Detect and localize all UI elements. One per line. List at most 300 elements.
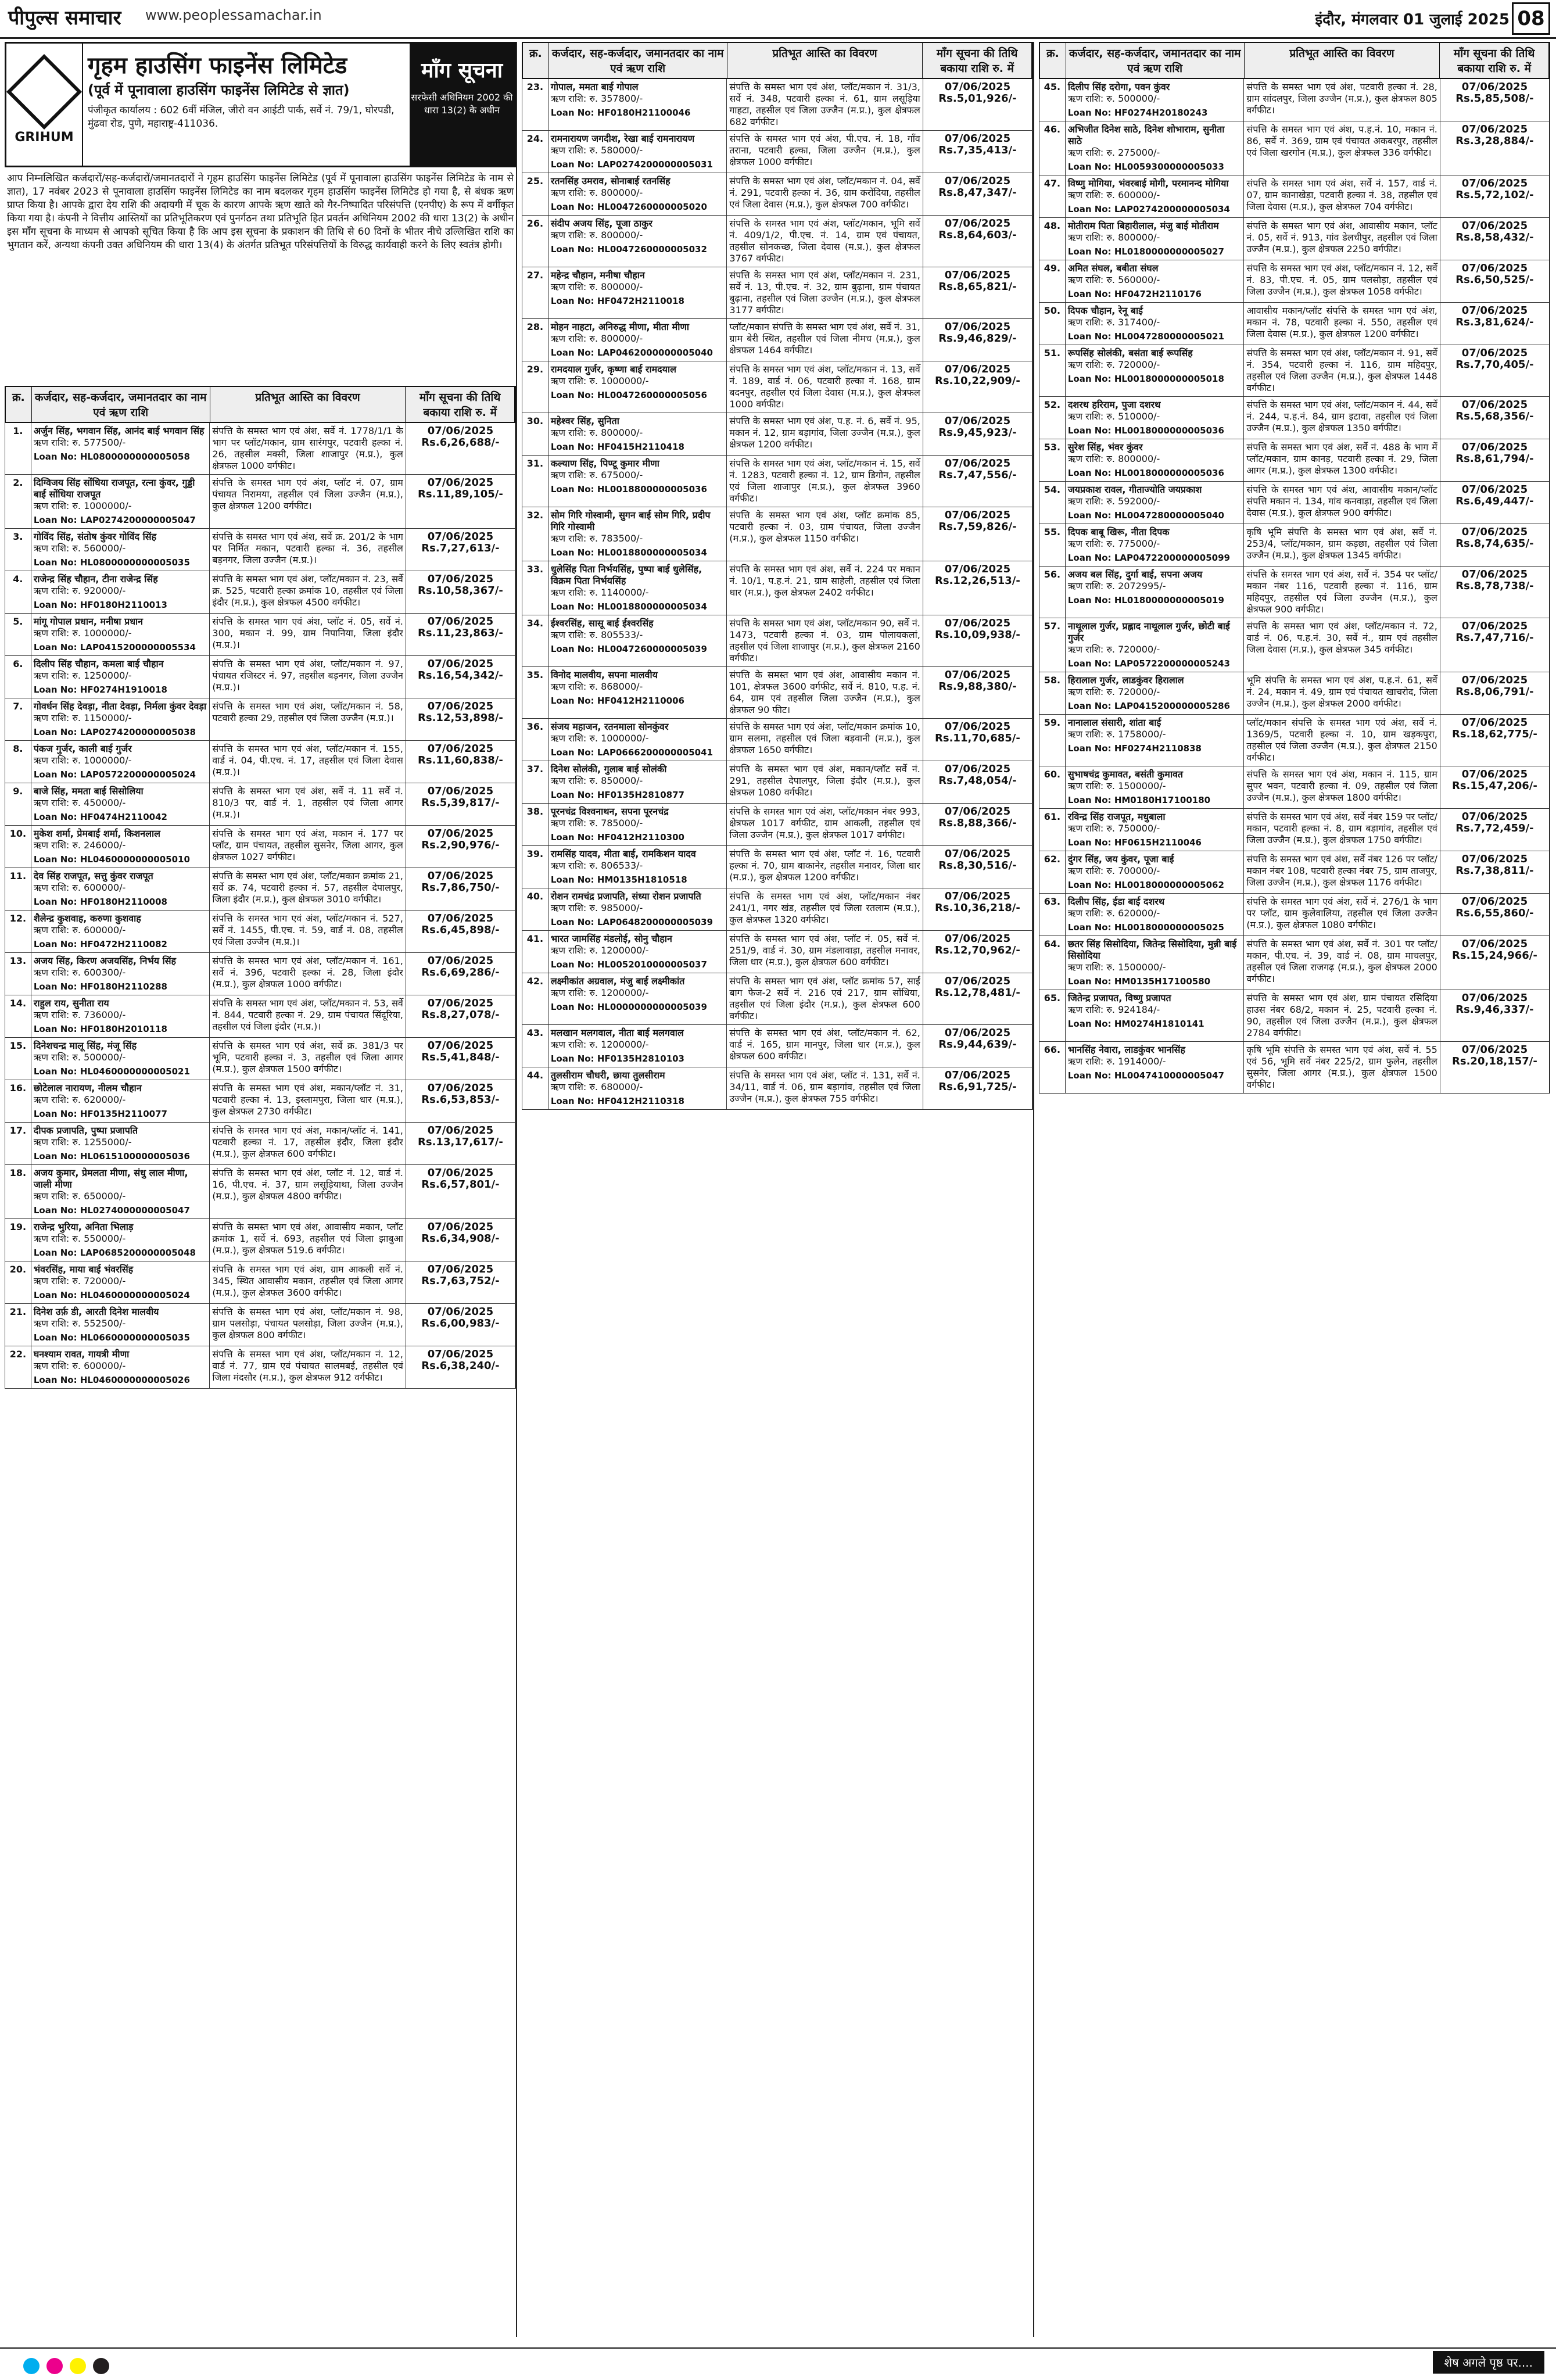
demand-cell <box>923 456 1032 507</box>
loan-number: Loan No: LAP0572200000005024 <box>33 769 196 780</box>
loan-number-label: Loan No <box>1067 743 1108 754</box>
loan-amount: ऋण राशि: रु. 600000/- <box>33 882 126 893</box>
borrower-names: अजय सिंह, किरण अजयसिंह, निर्भय सिंह <box>33 955 177 966</box>
borrower-names: देव सिंह राजपूत, सत्तु कुंवर राजपूत <box>33 870 153 881</box>
property-description: संपत्ति के समस्त भाग एवं अंश, मकान नं. 115, ग्राम सुपर भवन, पटवारी हल्का नं. 09, तहसील एवं जिला उज्जैन (म.प्र.), कुल क्षेत्रफल 1800 वर्गफीट। <box>1244 766 1440 808</box>
loan-amount: ऋण राशि: रु. 577500/- <box>33 437 126 448</box>
loan-amount-label: ऋण राशि <box>33 1052 66 1063</box>
loan-number: Loan No: HF0180H2010118 <box>33 1024 167 1034</box>
outstanding-amount: Rs.7,48,054/- <box>938 775 1017 787</box>
loan-amount: ऋण राशि: रु. 1000000/- <box>550 733 649 744</box>
demand-date: 07/06/2025 <box>1461 853 1528 865</box>
loan-amount-label: ऋण राशि <box>550 587 583 598</box>
issue-date: इंदौर, मंगलवार 01 जुलाई 2025 <box>1315 11 1510 28</box>
loan-number-value: HL0018000000005025 <box>1114 922 1224 933</box>
loan-amount-value: रु. 785000/- <box>589 818 643 829</box>
borrower-names: सोम गिरि गोस्वामी, सुगन बाई सोम गिरि, प्रदीप गिरि गोस्वामी <box>550 510 711 532</box>
loan-amount-label: ऋण राशि <box>1067 274 1100 285</box>
loan-amount: ऋण राशि: रु. 868000/- <box>550 681 643 692</box>
loan-amount-label: ऋण राशि <box>1067 317 1100 328</box>
borrower-cell <box>1066 990 1245 1041</box>
property-description: संपत्ति के समस्त भाग एवं अंश, प्लॉट/मकान नं. 91, सर्वे नं. 354, पटवारी हल्का नं. 116, ग्राम महिदपुर, तहसील एवं जिला उज्जैन (म.प्र.), कुल क्षेत्रफल 1448 वर्गफीट। <box>1244 345 1440 396</box>
loan-amount-label: ऋण राशि <box>1067 411 1100 422</box>
property-description: संपत्ति के समस्त भाग एवं अंश, सर्वे नं. 157, वार्ड नं. 07, ग्राम कानाखेड़ा, पटवारी हल्का नं. 38, तहसील एवं जिला देवास (म.प्र.), कुल क्षेत्रफल 704 वर्गफीट। <box>1244 175 1440 217</box>
loan-number-label: Loan No <box>33 642 74 653</box>
loan-number-label: Loan No <box>1067 510 1108 521</box>
demand-date: 07/06/2025 <box>944 975 1011 987</box>
demand-cell <box>923 719 1032 761</box>
table-row <box>5 1261 516 1304</box>
demand-date: 07/06/2025 <box>944 933 1011 945</box>
borrower-cell <box>31 1080 210 1122</box>
newspaper-url[interactable]: www.peoplessamachar.in <box>145 7 322 23</box>
loan-amount-value: रु. 592000/- <box>1106 496 1160 507</box>
company-address: पंजीकृत कार्यालय : 602 6वीं मंजिल, जीरो वन आईटी पार्क, सर्वे नं. 79/1, घोरपडी, मुंढवा रोड, पुणे, महाराष्ट्र-411036. <box>88 105 395 130</box>
loan-number: Loan No: HL0018000000005036 <box>1067 425 1224 436</box>
loan-number-value: LAP0685200000005048 <box>80 1248 196 1258</box>
table-row <box>1039 218 1550 260</box>
row-number: 60. <box>1039 766 1066 808</box>
table-row <box>522 361 1033 413</box>
header-no: क्र. <box>6 387 32 422</box>
table-row <box>1039 524 1550 567</box>
loan-number-value: HF0180H2110008 <box>80 897 167 907</box>
borrower-names: गोविंद सिंह, संतोष कुंवर गोविंद सिंह <box>33 531 157 542</box>
demand-cell <box>923 173 1032 215</box>
row-number: 59. <box>1039 715 1066 766</box>
loan-number: Loan No: HL0000000000005039 <box>550 1002 707 1012</box>
borrower-cell <box>548 507 727 561</box>
loan-number-label: Loan No <box>550 484 591 494</box>
table-row <box>522 846 1033 888</box>
property-description: आवासीय मकान/प्लॉट संपत्ति के समस्त भाग एवं अंश, मकान नं. 78, पटवारी हल्का नं. 550, तहसील एवं जिला देवास (म.प्र.), कुल क्षेत्रफल 1200 वर्गफीट। <box>1244 303 1440 345</box>
loan-number-value: HF0180H2110013 <box>80 600 167 610</box>
borrower-names: रतनसिंह उमराव, सोनाबाई रतनसिंह <box>550 175 671 187</box>
row-number: 58. <box>1039 672 1066 714</box>
table-row <box>1039 345 1550 397</box>
demand-date: 07/06/2025 <box>427 1082 494 1094</box>
demand-date: 07/06/2025 <box>1461 262 1528 274</box>
outstanding-amount: Rs.8,64,603/- <box>938 229 1017 241</box>
loan-amount-value: रु. 680000/- <box>589 1081 643 1092</box>
loan-number: Loan No: LAP0274200000005038 <box>33 727 196 737</box>
demand-cell <box>923 1025 1032 1067</box>
table-row <box>1039 672 1550 715</box>
outstanding-amount: Rs.9,45,923/- <box>938 426 1017 439</box>
company-logo <box>6 44 83 166</box>
demand-cell <box>1440 672 1550 714</box>
borrower-cell <box>1066 618 1245 672</box>
row-number: 10. <box>5 826 31 868</box>
borrower-names: तुलसीराम चौधरी, छाया तुलसीराम <box>550 1070 665 1081</box>
loan-amount-value: रु. 317400/- <box>1106 317 1160 328</box>
loan-amount-label: ऋण राशि <box>1067 538 1100 549</box>
loan-number: Loan No: HL0274000000005047 <box>33 1205 190 1216</box>
borrower-cell <box>1066 482 1245 524</box>
continued-note: शेष अगले पृष्ठ पर.... <box>1433 2351 1544 2374</box>
loan-amount-label: ऋण राशि <box>1067 780 1100 791</box>
borrower-cell <box>548 888 727 930</box>
demand-cell <box>923 846 1032 888</box>
row-number: 41. <box>522 931 548 973</box>
borrower-cell <box>548 931 727 973</box>
loan-amount: ऋण राशि: रु. 1250000/- <box>33 670 132 681</box>
loan-amount-label: ऋण राशि <box>33 585 66 596</box>
property-description: संपत्ति के समस्त भाग एवं अंश, सर्वे नंबर 159 पर प्लॉट/मकान, पटवारी हल्का नं. 8, ग्राम बड़ागांव, तहसील एवं जिला उज्जैन (म.प्र.), कुल क्षेत्रफल 1750 वर्गफीट। <box>1244 809 1440 851</box>
property-description: संपत्ति के समस्त भाग एवं अंश, प्लॉट/मकान नंबर 241/1, नगर खंड, तहसील एवं जिला रतलाम (म.प्र.), कुल क्षेत्रफल 1320 वर्गफीट। <box>727 888 923 930</box>
row-number: 14. <box>5 995 31 1037</box>
borrower-cell <box>31 1304 210 1346</box>
loan-amount-label: ऋण राशि <box>1067 1004 1100 1015</box>
borrower-cell <box>31 614 210 655</box>
row-number: 22. <box>5 1346 31 1388</box>
row-number: 54. <box>1039 482 1066 524</box>
loan-number-label: Loan No <box>33 451 74 462</box>
loan-amount: ऋण राशि: रु. 806533/- <box>550 860 643 871</box>
property-description: संपत्ति के समस्त भाग एवं अंश, प्लॉट/मकान नंबर 993, क्षेत्रफल 1017 वर्गफीट, ग्राम आकली, तहसील एवं जिला उज्जैन (म.प्र.), कुल क्षेत्रफल 1017 वर्गफीट। <box>727 804 923 845</box>
loan-amount-label: ऋण राशि <box>33 1094 66 1105</box>
loan-amount-label: ऋण राशि <box>1067 189 1100 200</box>
table-row <box>5 1165 516 1219</box>
loan-number-value: HL0047260000005032 <box>597 244 707 255</box>
loan-amount: ऋण राशि: रु. 920000/- <box>33 585 126 596</box>
outstanding-amount: Rs.9,88,380/- <box>938 680 1017 693</box>
outstanding-amount: Rs.8,65,821/- <box>938 281 1017 293</box>
demand-date: 07/06/2025 <box>1461 1044 1528 1056</box>
demand-date: 07/06/2025 <box>1461 811 1528 823</box>
row-number: 64. <box>1039 936 1066 990</box>
loan-amount-value: रु. 600000/- <box>72 1360 126 1371</box>
loan-amount-label: ऋण राशि <box>1067 644 1100 655</box>
demand-cell <box>406 1165 515 1218</box>
loan-number: Loan No: HL0047280000005040 <box>1067 510 1224 521</box>
loan-number: Loan No: HF0274H2110838 <box>1067 743 1202 754</box>
demand-cell <box>923 507 1032 561</box>
outstanding-amount: Rs.8,30,516/- <box>938 859 1017 872</box>
outstanding-amount: Rs.5,39,817/- <box>421 797 500 809</box>
loan-number: Loan No: HF0415H2110418 <box>550 442 684 452</box>
loan-amount: ऋण राशि: रु. 720000/- <box>1067 644 1160 655</box>
loan-amount-value: रु. 736000/- <box>72 1009 126 1020</box>
row-number: 39. <box>522 846 548 888</box>
property-description: संपत्ति के समस्त भाग एवं अंश, मकान/प्लॉट नं. 141, पटवारी हल्का नं. 17, तहसील इंदौर, जिला इंदौर (म.प्र.), कुल क्षेत्रफल 600 वर्गफीट। <box>210 1123 406 1164</box>
loan-amount-value: रु. 800000/- <box>589 427 643 438</box>
property-description: संपत्ति के समस्त भाग एवं अंश, पी.एच. नं. 18, गाँव तराना, पटवारी हल्का, जिला उज्जैन (म.प्र.), कुल क्षेत्रफल 1000 वर्गफीट। <box>727 131 923 173</box>
outstanding-amount: Rs.11,23,863/- <box>418 627 503 639</box>
row-number: 5. <box>5 614 31 655</box>
table-row <box>1039 766 1550 809</box>
loan-amount: ऋण राशि: रु. 1000000/- <box>33 500 132 511</box>
loan-number-label: Loan No <box>33 727 74 737</box>
loan-amount-value: रु. 1200000/- <box>589 1039 649 1050</box>
demand-cell <box>1440 175 1550 217</box>
borrower-cell <box>31 475 210 528</box>
property-description: संपत्ति के समस्त भाग एवं अंश, प्लॉट/मकान नं. 15, सर्वे नं. 1283, पटवारी हल्का नं. 12, ग्राम डिगोन, तहसील एवं जिला शाजापुर (म.प्र.), कुल क्षेत्रफल 3960 वर्गफीट। <box>727 456 923 507</box>
loan-amount-value: रु. 1500000/- <box>1106 780 1166 791</box>
loan-amount-label: ऋण राशि <box>550 281 583 292</box>
outstanding-amount: Rs.6,69,286/- <box>421 966 500 978</box>
borrower-cell <box>1066 936 1245 990</box>
outstanding-amount: Rs.6,00,983/- <box>421 1317 500 1329</box>
demand-date: 07/06/2025 <box>427 1124 494 1137</box>
borrower-cell <box>548 1067 727 1109</box>
loan-amount: ऋण राशि: रु. 600000/- <box>1067 189 1160 200</box>
row-number: 8. <box>5 741 31 783</box>
loan-number: Loan No: HL0047410000005047 <box>1067 1070 1224 1081</box>
demand-date: 07/06/2025 <box>1461 992 1528 1004</box>
table-row <box>1039 482 1550 524</box>
outstanding-amount: Rs.20,18,157/- <box>1452 1055 1537 1067</box>
borrower-cell <box>1066 260 1245 302</box>
loan-number-value: HL0047260000005020 <box>597 202 707 212</box>
loan-number-value: LAP0462000000005040 <box>597 347 713 358</box>
loan-amount-label: ऋण राशि <box>1067 580 1100 592</box>
loan-number: Loan No: HF0615H2110046 <box>1067 837 1202 848</box>
table-row <box>522 507 1033 561</box>
borrower-cell <box>1066 715 1245 766</box>
table-row <box>1039 894 1550 936</box>
loan-amount: ऋण राशि: रु. 1255000/- <box>33 1137 132 1148</box>
loan-number: Loan No: HF0180H21100046 <box>550 107 691 118</box>
demand-date: 07/06/2025 <box>427 997 494 1009</box>
header-no: क्र. <box>523 43 549 78</box>
newspaper-brand: पीपुल्स समाचार <box>8 6 121 30</box>
loan-amount-value: रु. 500000/- <box>1106 93 1160 104</box>
notice-title: माँग सूचना <box>421 59 503 83</box>
loan-number-value: HL0800000000005035 <box>80 557 190 568</box>
row-number: 7. <box>5 698 31 740</box>
loan-number: Loan No: HF0472H2110082 <box>33 939 167 949</box>
borrower-cell <box>548 267 727 318</box>
row-number: 45. <box>1039 79 1066 121</box>
demand-date: 07/06/2025 <box>944 321 1011 333</box>
loan-number-label: Loan No <box>33 1375 74 1385</box>
table-row <box>1039 79 1550 121</box>
demand-cell <box>923 804 1032 845</box>
borrower-names: दिलीप सिंह, ईडा बाई दशरथ <box>1067 896 1165 907</box>
table-row <box>1039 397 1550 439</box>
loan-amount: ऋण राशि: रु. 805533/- <box>550 629 643 640</box>
row-number: 27. <box>522 267 548 318</box>
property-description: संपत्ति के समस्त भाग एवं अंश, प्लॉट/मकान नं. 527, सर्वे नं. 1455, पी.एच. नं. 59, वार्ड नं. 08, तहसील एवं जिला उज्जैन (म.प्र.)। <box>210 911 406 952</box>
loan-amount-value: रु. 805533/- <box>589 629 643 640</box>
borrower-names: रविन्द्र सिंह राजपूत, मधुबाला <box>1067 811 1166 822</box>
table-row <box>1039 303 1550 345</box>
borrower-names: भारत जामसिंह मंडलोई, सोनु चौहान <box>550 933 672 944</box>
outstanding-amount: Rs.11,60,838/- <box>418 754 503 766</box>
notice-banner <box>5 42 516 167</box>
borrower-cell <box>1066 303 1245 345</box>
demand-cell <box>923 1067 1032 1109</box>
row-number: 31. <box>522 456 548 507</box>
table-row <box>5 656 516 698</box>
borrower-names: अजय कुमार, प्रेमलता मीणा, संधु लाल मीणा, जाली मीणा <box>33 1167 188 1190</box>
demand-date: 07/06/2025 <box>427 827 494 840</box>
demand-cell <box>923 931 1032 973</box>
outstanding-amount: Rs.7,35,413/- <box>938 144 1017 156</box>
loan-number: Loan No: HL0018800000005034 <box>550 601 707 612</box>
property-description: संपत्ति के समस्त भाग एवं अंश, मकान नं. 177 पर प्लॉट, ग्राम पंचायत, तहसील सुसनेर, जिला आगर, कुल क्षेत्रफल 1027 वर्गफीट। <box>210 826 406 868</box>
loan-number: Loan No: LAP0415200000005534 <box>33 642 196 653</box>
column-1 <box>5 42 517 2337</box>
loan-amount-label: ऋण राशि <box>33 1233 66 1244</box>
loan-amount-value: रु. 985000/- <box>589 902 643 913</box>
borrower-names: भानसिंह नेवारा, लाडकुंवर भानसिंह <box>1067 1044 1185 1055</box>
table-row <box>1039 439 1550 482</box>
demand-cell <box>923 561 1032 615</box>
borrower-cell <box>548 456 727 507</box>
loan-amount: ऋण राशि: रु. 924184/- <box>1067 1004 1160 1015</box>
loan-amount-label: ऋण राशि <box>550 230 583 241</box>
header-borrower: कर्जदार, सह-कर्जदार, जमानतदार का नाम एवं ऋण राशि <box>549 43 727 78</box>
demand-date: 07/06/2025 <box>427 1263 494 1275</box>
loan-amount-label: ऋण राशि <box>33 500 66 511</box>
loan-amount-value: रु. 275000/- <box>1106 147 1160 158</box>
demand-date: 07/06/2025 <box>944 1027 1011 1039</box>
borrower-names: दिग्विजय सिंह सोंधिया राजपूत, रत्ना कुंवर, गुड्डी बाई सोंधिया राजपूत <box>33 477 195 500</box>
loan-amount: ऋण राशि: रु. 1150000/- <box>33 712 132 723</box>
loan-amount: ऋण राशि: रु. 850000/- <box>550 775 643 786</box>
table-row <box>5 953 516 995</box>
loan-amount-value: रु. 1000000/- <box>72 500 132 511</box>
loan-amount-label: ऋण राशि <box>33 924 66 935</box>
loan-amount-label: ऋण राशि <box>550 681 583 692</box>
loan-amount: ऋण राशि: रु. 600000/- <box>33 1360 126 1371</box>
table-row <box>1039 715 1550 766</box>
loan-amount-value: रु. 920000/- <box>72 585 126 596</box>
row-number: 2. <box>5 475 31 528</box>
table-row <box>522 456 1033 507</box>
borrower-cell <box>548 761 727 803</box>
loan-number-value: HL0460000000005026 <box>80 1375 190 1385</box>
loan-amount: ऋण राशि: रु. 800000/- <box>550 427 643 438</box>
loan-amount-label: ऋण राशि <box>33 1275 66 1286</box>
header-demand: माँग सूचना की तिथि बकाया राशि रु. में <box>923 43 1032 78</box>
header-borrower: कर्जदार, सह-कर्जदार, जमानतदार का नाम एवं ऋण राशि <box>1066 43 1245 78</box>
borrower-names: राहुल राय, सुनीता राय <box>33 998 109 1009</box>
loan-number: Loan No: HL0460000000005024 <box>33 1290 190 1300</box>
row-number: 50. <box>1039 303 1066 345</box>
loan-amount-label: ऋण राशि <box>33 543 66 554</box>
demand-date: 07/06/2025 <box>944 1069 1011 1081</box>
loan-amount-value: रु. 552500/- <box>72 1318 126 1329</box>
property-description: संपत्ति के समस्त भाग एवं अंश, सर्वे नं. 224 पर मकान नं. 10/1, प.ह.नं. 21, ग्राम साहेली, तहसील एवं जिला धार (म.प्र.), कुल क्षेत्रफल 2402 वर्गफीट। <box>727 561 923 615</box>
loan-number-value: HL0059300000005033 <box>1114 162 1224 172</box>
borrower-names: मुकेश शर्मा, प्रेमबाई शर्मा, किशनलाल <box>33 828 161 839</box>
loan-number-value: HF0472H2110018 <box>597 296 684 306</box>
loan-number-value: HL0047260000005056 <box>597 390 707 400</box>
borrower-names: रामसिंह यादव, मीता बाई, रामकिशन यादव <box>550 848 696 859</box>
loan-number: Loan No: HL0800000000005058 <box>33 451 190 462</box>
borrower-names: रामदयाल गुर्जर, कृष्णा बाई रामदयाल <box>550 364 676 375</box>
table-row <box>5 571 516 614</box>
table-row <box>5 475 516 529</box>
outstanding-amount: Rs.7,47,556/- <box>938 469 1017 481</box>
outstanding-amount: Rs.18,62,775/- <box>1452 728 1537 740</box>
borrower-names: छतर सिंह सिसोदिया, जितेन्द्र सिसोदिया, मुन्नी बाई सिसोदिया <box>1067 938 1237 961</box>
table-row <box>522 79 1033 131</box>
borrower-cell <box>31 995 210 1037</box>
loan-number: Loan No: HF0180H2110013 <box>33 600 167 610</box>
row-number: 9. <box>5 783 31 825</box>
demand-date: 07/06/2025 <box>427 658 494 670</box>
loan-number: Loan No: HF0412H2110318 <box>550 1096 684 1106</box>
row-number: 26. <box>522 216 548 267</box>
borrower-cell <box>548 973 727 1024</box>
borrower-cell <box>1066 524 1245 566</box>
row-number: 44. <box>522 1067 548 1109</box>
loan-amount: ऋण राशि: रु. 620000/- <box>33 1094 126 1105</box>
demand-cell <box>406 1346 515 1388</box>
loan-number-label: Loan No <box>550 1002 591 1012</box>
loan-number-label: Loan No <box>550 644 591 654</box>
demand-cell <box>923 973 1032 1024</box>
loan-number: Loan No: HF0274H1910018 <box>33 684 167 695</box>
borrower-cell <box>548 846 727 888</box>
borrower-names: हिरालाल गुर्जर, लाडकुंवर हिरालाल <box>1067 675 1184 686</box>
table-row <box>522 1067 1033 1110</box>
borrower-names: मोतीराम पिता बिहारीलाल, मंजु बाई मोतीराम <box>1067 220 1219 231</box>
borrower-names: मलखान मलगवाल, नीता बाई मलगवाल <box>550 1027 684 1038</box>
loan-amount: ऋण राशि: रु. 750000/- <box>1067 823 1160 834</box>
demand-cell <box>923 131 1032 173</box>
loan-number-value: HL0660000000005035 <box>80 1332 190 1343</box>
notice-act: सरफेसी अधिनियम 2002 की धारा 13(2) के अधीन <box>411 92 513 116</box>
loan-number-value: HM0135H1810518 <box>597 874 687 885</box>
borrower-names: दिनेश सोलंकी, गुलाब बाई सोलंकी <box>550 764 667 775</box>
loan-number: Loan No: HF0135H2810877 <box>550 790 684 800</box>
loan-number-label: Loan No <box>33 1205 74 1216</box>
borrower-names: सुभाषचंद्र कुमावत, बसंती कुमावत <box>1067 769 1183 780</box>
demand-date: 07/06/2025 <box>944 563 1011 575</box>
row-number: 34. <box>522 615 548 666</box>
row-number: 53. <box>1039 439 1066 481</box>
borrower-names: छोटेलाल नारायण, नीलम चौहान <box>33 1083 142 1094</box>
loan-amount: ऋण राशि: रु. 700000/- <box>1067 865 1160 876</box>
outstanding-amount: Rs.12,78,481/- <box>935 987 1020 999</box>
loan-number-value: HF0412H2110318 <box>597 1096 684 1106</box>
demand-cell <box>923 667 1032 718</box>
loan-number-value: HM0274H1810141 <box>1114 1019 1204 1029</box>
property-description: संपत्ति के समस्त भाग एवं अंश, आवासीय मकान, प्लॉट नं. 05, सर्वे नं. 913, गांव डेलचीपुर, तहसील एवं जिला उज्जैन (म.प्र.), कुल क्षेत्रफल 2250 वर्गफीट। <box>1244 218 1440 260</box>
loan-number-value: HL0800000000005058 <box>80 451 190 462</box>
table-row <box>5 1219 516 1261</box>
loan-amount-value: रु. 750000/- <box>1106 823 1160 834</box>
loan-amount-value: रु. 800000/- <box>1106 232 1160 243</box>
row-number: 46. <box>1039 121 1066 175</box>
loan-number-label: Loan No <box>550 696 591 706</box>
loan-amount-label: ऋण राशि <box>1067 1056 1100 1067</box>
demand-date: 07/06/2025 <box>944 81 1011 93</box>
loan-number-label: Loan No <box>1067 162 1108 172</box>
table-header <box>522 42 1033 79</box>
outstanding-amount: Rs.10,22,909/- <box>935 375 1020 387</box>
loan-amount-label: ऋण राशि <box>33 1137 66 1148</box>
property-description: संपत्ति के समस्त भाग एवं अंश, प्लॉट/मकान नं. 231, सर्वे नं. 13, पी.एच. नं. 32, ग्राम बुढ़ाना, ग्राम पंचायत बुढ़ाना, तहसील एवं जिला उज्जैन (म.प्र.), कुल क्षेत्रफल 3177 वर्गफीट। <box>727 267 923 318</box>
loan-amount: ऋण राशि: रु. 650000/- <box>33 1191 126 1202</box>
borrower-cell <box>548 361 727 413</box>
demand-date: 07/06/2025 <box>944 269 1011 281</box>
outstanding-amount: Rs.7,72,459/- <box>1455 822 1534 834</box>
loan-number-value: HL0180000000005019 <box>1114 595 1224 605</box>
outstanding-amount: Rs.3,81,624/- <box>1455 316 1534 328</box>
demand-date: 07/06/2025 <box>944 805 1011 818</box>
borrower-names: शैलेन्द्र कुशवाह, करुणा कुशवाह <box>33 913 141 924</box>
borrower-cell <box>1066 439 1245 481</box>
table-row <box>5 783 516 826</box>
property-description: संपत्ति के समस्त भाग एवं अंश, प्लॉट/मकान नं. 13, सर्वे नं. 189, वार्ड नं. 06, पटवारी हल्का नं. 168, ग्राम बदनपुर, तहसील एवं जिला देवास (म.प्र.), कुल क्षेत्रफल 1000 वर्गफीट। <box>727 361 923 413</box>
loan-amount-label: ऋण राशि <box>1067 865 1100 876</box>
